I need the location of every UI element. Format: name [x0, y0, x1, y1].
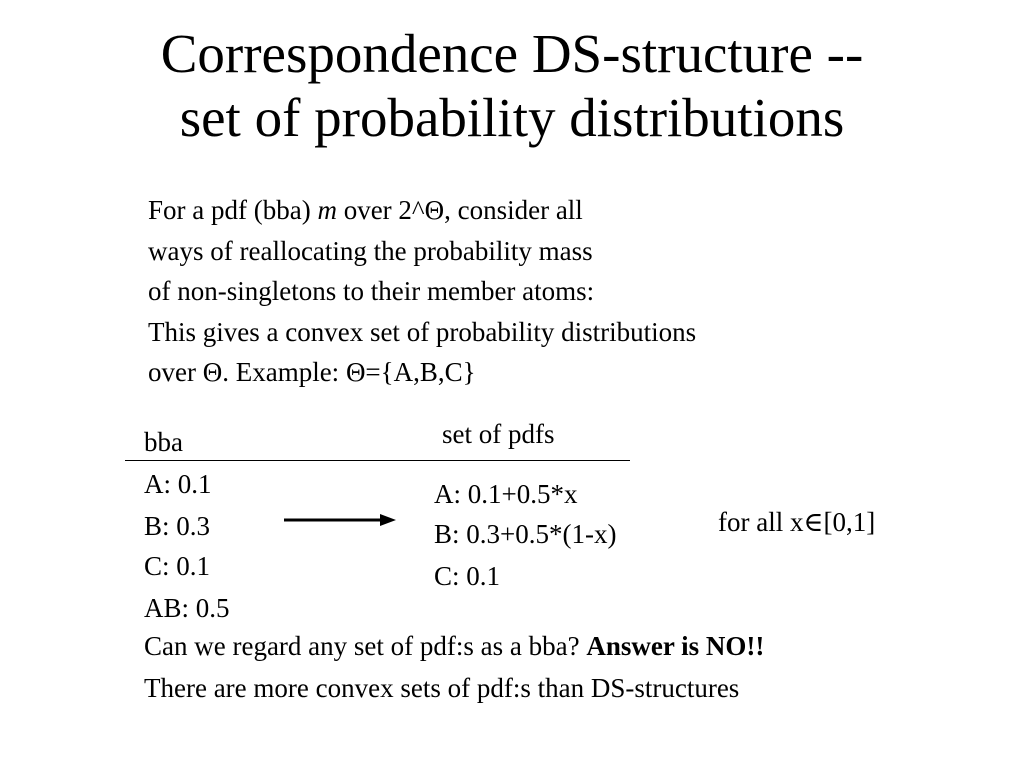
bba-header: bba — [144, 427, 183, 457]
bba-row-ab: AB: 0.5 — [144, 593, 230, 623]
bba-row-b: B: 0.3 — [144, 511, 211, 541]
table-divider — [125, 460, 630, 461]
question-text: Can we regard any set of pdf:s as a bba? — [144, 631, 587, 661]
pdfs-row-b: B: 0.3+0.5*(1-x) — [434, 519, 617, 549]
title-line-1: Correspondence DS-structure -- — [160, 23, 864, 84]
pdfs-row-a: A: 0.1+0.5*x — [434, 479, 578, 509]
intro-paragraph — [148, 190, 696, 393]
intro-line-4: This gives a convex set of probability distributions — [148, 316, 697, 347]
slide-title — [0, 22, 1024, 150]
bba-row-a: A: 0.1 — [144, 469, 212, 499]
intro-line-2: ways of reallocating the probability mass — [148, 235, 593, 266]
title-line-2: set of probability distributions — [179, 87, 845, 148]
pdfs-header: set of pdfs — [442, 419, 555, 449]
answer-text: Answer is NO!! — [586, 631, 765, 661]
right-arrow-icon — [284, 508, 396, 532]
intro-line-1-a: For a pdf (bba) — [148, 195, 318, 225]
condition-text: for all x∈[0,1] — [718, 507, 876, 537]
pdfs-row-c: C: 0.1 — [434, 561, 501, 591]
bba-row-c: C: 0.1 — [144, 551, 211, 581]
intro-line-3: of non-singletons to their member atoms: — [148, 276, 595, 306]
question-line — [144, 630, 764, 662]
intro-m-symbol: m — [317, 195, 337, 225]
intro-line-1 — [148, 190, 696, 231]
intro-line-5: over Θ. Example: Θ={A,B,C} — [148, 357, 476, 387]
intro-line-1-b: over 2^Θ, consider all — [336, 195, 583, 225]
conclusion-line: There are more convex sets of pdf:s than DS-structures — [144, 673, 740, 703]
